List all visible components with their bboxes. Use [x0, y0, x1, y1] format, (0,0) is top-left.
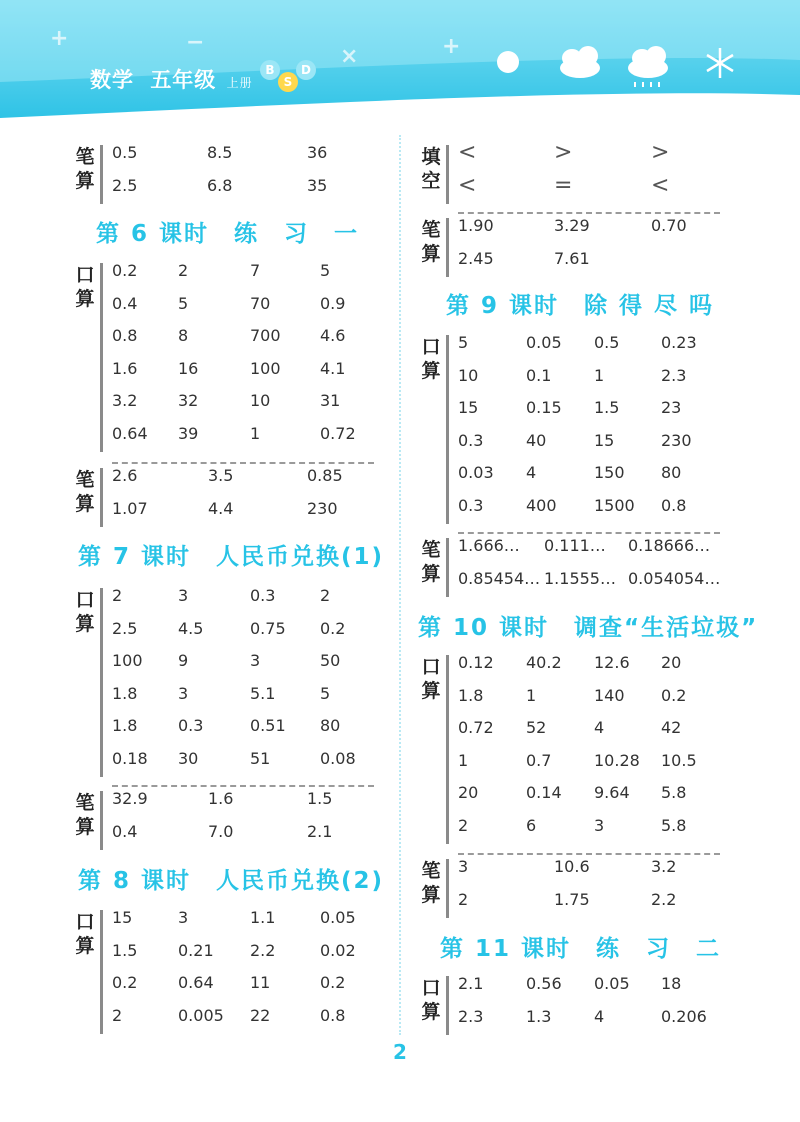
book-brand [90, 64, 253, 94]
block-label [420, 655, 442, 703]
answer-value: 15 [458, 398, 479, 417]
block-label-char: 口 [421, 656, 441, 678]
answer-value: 0.5 [112, 143, 138, 162]
block-label-char: 口 [421, 977, 441, 999]
answer-value: 3 [178, 908, 189, 927]
answer-value: 1.666… [458, 536, 520, 555]
answer-value: 1.75 [554, 889, 590, 909]
answer-value: > [651, 140, 670, 165]
answer-value: 0.56 [526, 974, 562, 993]
block-label-char: 算 [421, 360, 441, 382]
answer-value: 1.8 [112, 683, 138, 703]
answer-value: 2.5 [112, 618, 138, 638]
answer-value: 5 [178, 293, 189, 313]
answer-value: 2 [320, 586, 331, 605]
answer-value: 0.85454… [458, 568, 541, 588]
answer-row [458, 653, 758, 675]
block-bracket-bar [446, 859, 449, 918]
answer-value: 2.1 [458, 974, 484, 993]
answer-value: 0.2 [112, 973, 138, 992]
block-label-char: 算 [75, 935, 95, 957]
answer-value: 0.5 [594, 333, 620, 352]
answer-value: 1 [526, 685, 537, 705]
lesson-title: 第 7 课时 人民币兑换(1) [78, 544, 385, 570]
answer-value: 1.5 [307, 789, 333, 808]
answer-value: 2.3 [458, 1006, 484, 1026]
answer-row [112, 143, 412, 165]
answer-value: 2.3 [661, 365, 687, 385]
answer-value: 0.005 [178, 1005, 224, 1025]
answer-row [458, 718, 758, 740]
block-label-char: 填 [421, 146, 441, 168]
block-label-char: 笔 [75, 792, 95, 814]
answer-value: 140 [594, 685, 625, 705]
answer-row [112, 619, 412, 641]
answer-value: 0.8 [661, 495, 687, 515]
block-label-char: 算 [75, 816, 95, 838]
answer-value: 0.1 [526, 365, 552, 385]
answer-value: 0.7 [526, 750, 552, 770]
answer-value: 0.21 [178, 940, 214, 960]
answer-value: 0.2 [320, 618, 346, 638]
answer-value: 6.8 [207, 175, 233, 195]
answer-value: 0.12 [458, 653, 494, 672]
answer-value: 5.1 [250, 683, 276, 703]
answer-row [112, 908, 412, 930]
answer-value: 3 [178, 683, 189, 703]
answer-row [112, 973, 412, 995]
answer-value: 700 [250, 326, 281, 345]
answer-value: 0.2 [320, 973, 346, 992]
answer-value: 0.70 [651, 216, 687, 235]
block-bracket-bar [446, 335, 449, 524]
answer-value: 5 [458, 333, 469, 352]
answer-value: 4.6 [320, 326, 346, 345]
answer-row [112, 359, 412, 381]
block-label [74, 145, 96, 193]
section-dashed-divider [458, 212, 720, 214]
answer-row [458, 857, 758, 879]
answer-value: 3.29 [554, 216, 590, 235]
answer-value: 0.9 [320, 293, 346, 313]
answer-value: 2.5 [112, 175, 138, 195]
block-label [74, 468, 96, 516]
answer-value: 1.6 [112, 358, 138, 378]
answer-value: 2 [178, 261, 189, 280]
answer-value: 230 [661, 430, 692, 450]
answer-row [112, 466, 412, 488]
block-label [420, 335, 442, 383]
block-label-char: 算 [75, 170, 95, 192]
answer-row [112, 789, 412, 811]
block-label-char: 口 [75, 589, 95, 611]
answer-value: 10 [250, 391, 271, 410]
answer-value: 0.51 [250, 716, 286, 735]
answer-value: 1500 [594, 495, 635, 515]
answer-value: 0.054054… [628, 568, 721, 588]
header-wave [0, 0, 800, 120]
answer-value: 3 [594, 815, 605, 835]
block-label-char: 算 [421, 563, 441, 585]
answer-value: 0.85 [307, 466, 343, 485]
edition-letter: D [296, 60, 316, 80]
answer-row [458, 140, 758, 165]
answer-value: 4 [594, 1006, 605, 1026]
answer-value: 2 [112, 1005, 123, 1025]
answer-row [112, 651, 412, 673]
answer-value: 1.1555… [544, 568, 616, 588]
times-icon: × [340, 44, 359, 69]
block-bracket-bar [100, 145, 103, 204]
answer-value: 32 [178, 391, 199, 410]
answer-value: 32.9 [112, 789, 148, 808]
block-bracket-bar [446, 538, 449, 597]
block-label [420, 145, 442, 193]
block-bracket-bar [446, 145, 449, 204]
answer-row [458, 751, 758, 773]
answer-value: < [458, 172, 477, 198]
block-label [420, 859, 442, 907]
block-label-char: 算 [421, 243, 441, 265]
answer-value: 12.6 [594, 653, 630, 672]
answer-value: 0.8 [320, 1005, 346, 1025]
answer-value: 2.6 [112, 466, 138, 485]
answer-value: 0.72 [320, 423, 356, 443]
answer-value: 0.64 [178, 973, 214, 992]
answer-value: 36 [307, 143, 328, 162]
answer-value: 10.6 [554, 857, 590, 876]
answer-value: 1.8 [112, 716, 138, 735]
answer-value: 1.6 [208, 789, 234, 808]
answer-row [112, 391, 412, 413]
answer-row [112, 261, 412, 283]
block-label [74, 588, 96, 636]
minus-icon: − [186, 30, 205, 55]
page-header [0, 0, 800, 120]
block-label-char: 口 [75, 264, 95, 286]
answer-value: 100 [112, 651, 143, 670]
plus-icon: + [50, 26, 69, 51]
answer-row [458, 172, 758, 198]
answer-value: 2.45 [458, 248, 494, 268]
block-label [74, 910, 96, 958]
answer-value: 52 [526, 718, 547, 737]
answer-value: 1 [458, 750, 469, 770]
answer-row [458, 216, 758, 238]
answer-value: 0.05 [526, 333, 562, 352]
answer-value: 80 [661, 463, 682, 482]
answer-row [112, 294, 412, 316]
answer-value: 0.206 [661, 1006, 707, 1026]
answer-value: 3 [458, 857, 469, 876]
answer-value: 2 [458, 889, 469, 909]
answer-value: 0.02 [320, 940, 356, 960]
answer-row [112, 326, 412, 348]
answer-row [112, 176, 412, 198]
answer-value: 3 [178, 586, 189, 605]
answer-value: 2 [112, 586, 123, 605]
answer-value: 2.1 [307, 821, 333, 841]
answer-value: 51 [250, 748, 271, 768]
answer-value: 0.23 [661, 333, 697, 352]
section-dashed-divider [112, 462, 374, 464]
section-dashed-divider [112, 785, 374, 787]
answer-value: 0.05 [594, 974, 630, 993]
block-label-char: 算 [75, 288, 95, 310]
answer-row [112, 749, 412, 771]
answer-value: 0.18 [112, 748, 148, 768]
answer-value: 39 [178, 423, 199, 443]
answer-value: 0.111… [544, 536, 606, 555]
answer-value: 230 [307, 498, 338, 518]
answer-value: 0.3 [458, 430, 484, 450]
answer-row [112, 684, 412, 706]
answer-value: 1.3 [526, 1006, 552, 1026]
answer-value: 7.61 [554, 248, 590, 268]
block-bracket-bar [446, 976, 449, 1035]
answer-value: 16 [178, 358, 199, 378]
answer-value: 4.1 [320, 358, 346, 378]
block-bracket-bar [446, 218, 449, 277]
section-dashed-divider [458, 853, 720, 855]
block-label-char: 算 [421, 1001, 441, 1023]
answer-value: 20 [458, 783, 479, 802]
answer-row [458, 249, 758, 271]
answer-value: 5.8 [661, 783, 687, 802]
lesson-title: 第 8 课时 人民币兑换(2) [78, 868, 385, 894]
answer-value: 1.07 [112, 498, 148, 518]
answer-value: 10.5 [661, 750, 697, 770]
answer-value: 7 [250, 261, 261, 280]
block-label-char: 算 [75, 613, 95, 635]
answer-value: 9 [178, 651, 189, 670]
sun-icon [497, 51, 519, 73]
answer-value: 1 [250, 423, 261, 443]
answer-row [112, 822, 412, 844]
answer-row [458, 463, 758, 485]
answer-row [458, 366, 758, 388]
answer-value: 3.5 [208, 466, 234, 485]
answer-value: 0.18666… [628, 536, 711, 555]
answer-value: 22 [250, 1005, 271, 1025]
answer-value: < [651, 172, 670, 198]
answer-value: 1.8 [458, 685, 484, 705]
answer-row [458, 496, 758, 518]
block-label [420, 218, 442, 266]
answer-value: 15 [594, 430, 615, 450]
block-label-char: 算 [75, 493, 95, 515]
answer-value: 15 [112, 908, 133, 927]
page-number: 2 [393, 1040, 407, 1064]
answer-value: 0.72 [458, 718, 494, 737]
plus-icon: + [442, 34, 461, 59]
answer-value: 100 [250, 358, 281, 378]
block-label [74, 791, 96, 839]
answer-value: 40.2 [526, 653, 562, 672]
answer-value: 0.3 [458, 495, 484, 515]
block-label-char: 笔 [421, 219, 441, 241]
block-bracket-bar [100, 468, 103, 527]
answer-value: 80 [320, 716, 341, 735]
answer-row [112, 716, 412, 738]
answer-value: 0.64 [112, 423, 148, 443]
block-label-char: 笔 [75, 146, 95, 168]
subject: 数学 [90, 68, 134, 92]
answer-value: 9.64 [594, 783, 630, 802]
answer-value: 4.5 [178, 618, 204, 638]
block-label-char: 算 [421, 680, 441, 702]
answer-value: 11 [250, 973, 271, 992]
answer-value: 150 [594, 463, 625, 482]
answer-value: 0.2 [661, 685, 687, 705]
answer-value: 5 [320, 683, 331, 703]
answer-value: 400 [526, 495, 557, 515]
answer-value: 0.2 [112, 261, 138, 280]
answer-value: 8 [178, 326, 189, 345]
answer-value: 0.3 [178, 716, 204, 735]
answer-row [458, 398, 758, 420]
block-bracket-bar [100, 263, 103, 452]
block-label [420, 976, 442, 1024]
answer-value: 10 [458, 365, 479, 385]
answer-value: 35 [307, 175, 328, 195]
block-bracket-bar [100, 791, 103, 850]
answer-row [458, 974, 758, 996]
block-label-char: 笔 [421, 539, 441, 561]
answer-value: 0.4 [112, 293, 138, 313]
answer-value: 18 [661, 974, 682, 993]
grade: 五年级 [150, 68, 217, 92]
answer-value: 31 [320, 391, 341, 410]
answer-row [112, 586, 412, 608]
block-label-char: 口 [421, 336, 441, 358]
answer-value: 4 [526, 463, 537, 482]
answer-value: 4 [594, 718, 605, 737]
answer-value: 5.8 [661, 815, 687, 835]
answer-value: 0.03 [458, 463, 494, 482]
answer-value: = [554, 172, 573, 198]
block-bracket-bar [100, 588, 103, 777]
block-label-char: 空 [421, 170, 441, 192]
answer-value: 0.15 [526, 398, 562, 417]
answer-value: 7.0 [208, 821, 234, 841]
answer-value: 0.14 [526, 783, 562, 802]
answer-value: 70 [250, 293, 271, 313]
answer-value: 30 [178, 748, 199, 768]
answer-value: 0.3 [250, 586, 276, 605]
block-label-char: 算 [421, 884, 441, 906]
answer-value: 1.5 [594, 398, 620, 417]
answer-value: 20 [661, 653, 682, 672]
answer-value: 50 [320, 651, 341, 670]
block-label [420, 538, 442, 586]
answer-value: < [458, 140, 477, 165]
block-label-char: 笔 [421, 860, 441, 882]
block-bracket-bar [446, 655, 449, 844]
section-dashed-divider [458, 532, 720, 534]
answer-value: 42 [661, 718, 682, 737]
answer-value: 10.28 [594, 750, 640, 770]
block-label-char: 笔 [75, 469, 95, 491]
edition-letter: S [278, 72, 298, 92]
answer-value: 2 [458, 815, 469, 835]
answer-value: 8.5 [207, 143, 233, 162]
answer-value: 0.8 [112, 326, 138, 345]
block-bracket-bar [100, 910, 103, 1034]
answer-row [458, 536, 758, 558]
answer-value: 4.4 [208, 498, 234, 518]
answer-value: 0.75 [250, 618, 286, 638]
answer-row [458, 1007, 758, 1029]
block-label [74, 263, 96, 311]
lesson-title: 第 10 课时 调查“生活垃圾” [418, 615, 759, 641]
answer-value: 40 [526, 430, 547, 450]
answer-value: 2.2 [250, 940, 276, 960]
answer-row [458, 333, 758, 355]
answer-row [112, 1006, 412, 1028]
answer-value: 3.2 [112, 391, 138, 410]
answer-row [112, 941, 412, 963]
answer-value: 6 [526, 815, 537, 835]
answer-value: 3 [250, 651, 261, 670]
answer-value: 1 [594, 365, 605, 385]
answer-value: > [554, 140, 573, 165]
answer-value: 1.1 [250, 908, 276, 927]
answer-value: 3.2 [651, 857, 677, 876]
answer-value: 0.05 [320, 908, 356, 927]
answer-row [458, 816, 758, 838]
answer-value: 5 [320, 261, 331, 280]
answer-row [112, 424, 412, 446]
answer-row [458, 569, 758, 591]
volume: 上册 [226, 76, 253, 90]
answer-value: 0.4 [112, 821, 138, 841]
answer-value: 0.08 [320, 748, 356, 768]
answer-row [458, 783, 758, 805]
answer-row [458, 431, 758, 453]
answer-value: 23 [661, 398, 682, 417]
answer-value: 1.5 [112, 940, 138, 960]
answer-row [458, 686, 758, 708]
answer-row [458, 890, 758, 912]
block-label-char: 口 [75, 911, 95, 933]
edition-letter: B [260, 60, 280, 80]
lesson-title: 第 9 课时 除 得 尽 吗 [446, 293, 715, 319]
lesson-title: 第 6 课时 练 习 一 [96, 221, 360, 247]
answer-value: 1.90 [458, 216, 494, 235]
answer-row [112, 499, 412, 521]
answer-value: 2.2 [651, 889, 677, 909]
lesson-title: 第 11 课时 练 习 二 [440, 936, 722, 962]
